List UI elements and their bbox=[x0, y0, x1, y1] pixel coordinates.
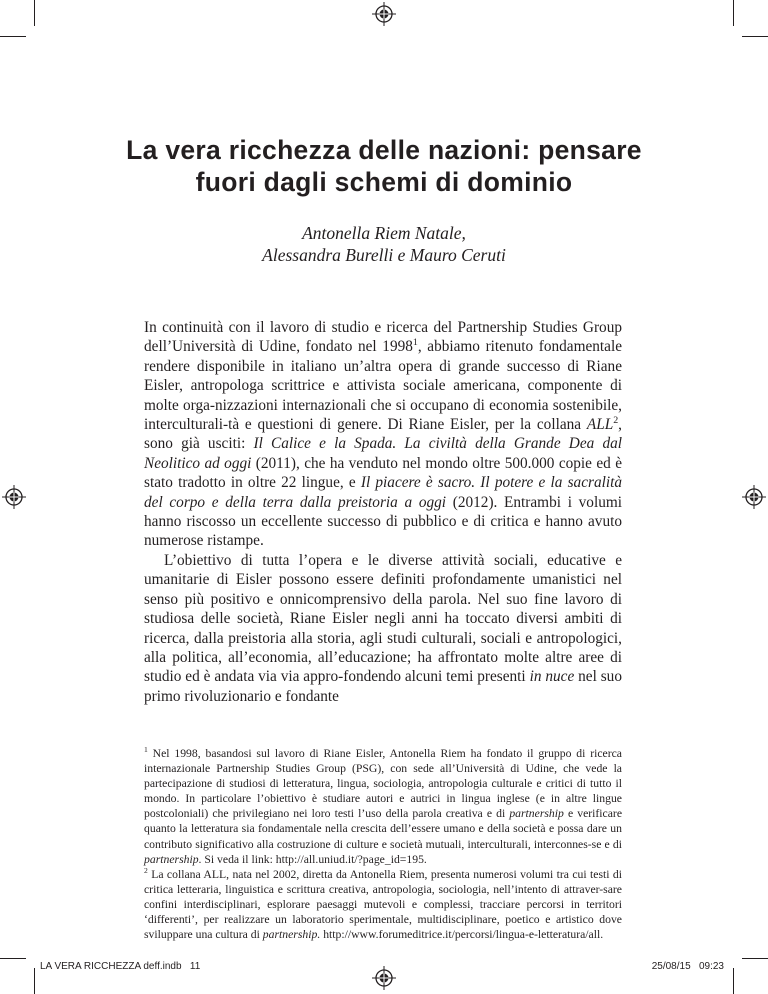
footnote-2 bbox=[144, 867, 622, 942]
text-run: http://www.forumeditrice.it/percorsi/lingua-e-letteratura/all. bbox=[320, 928, 604, 942]
text-run: Nel 1998, basandosi sul lavoro di Riane Eisler, Antonella Riem ha fondato il gruppo di ricerca internazionale Partnership Studies Group (PSG), con sede all’Università di Udine, che vede la partecipazione di studiosi di letteratura, lingua, sociologia, antropologia culturale e critici di tutto il mondo. In particolare l’obiettivo è studiare autori e autrici in lingua inglese (e in altre lingue postcoloniali) che privilegiano nei loro testi l’uso della parola creativa e di bbox=[144, 747, 622, 821]
slug-filename: LA VERA RICCHEZZA deff.indb 11 bbox=[40, 961, 201, 972]
emphasis: in nuce bbox=[529, 668, 575, 686]
book-title-2: Il piacere è sacro. Il potere e la sacralità del corpo e della terra dalla preistoria a oggi bbox=[144, 474, 622, 511]
book-title-1: Il Calice e la Spada. La civiltà della Grande Dea dal Neolitico ad oggi bbox=[144, 435, 622, 472]
text-run: e verificare quanto la letteratura sia fondamentale nella crescita dell’essere umano e della società e possa dare un contributo significativo alla costruzione di culture e società mutuali, interculturali, interconnes-se e di bbox=[144, 807, 623, 851]
text-run: L’obiettivo di tutta l’opera e le diverse attività sociali, educative e umanitarie di Eisler possono essere definiti profondamente umanistici nel senso più positivo e onnicomprensivo della parola. Nel suo fine lavoro di studiosa delle società, Riane Eisler negli anni ha toccato diversi ambiti di ricerca, dalla preistoria alla storia, agli studi culturali, sociali e antropologici, alla politica, all’economia, all’educazione; ha affrontato molte altre aree di studio ed è andata via via appro-fondendo alcuni temi presenti bbox=[144, 551, 622, 686]
text-run: , sono già usciti: bbox=[144, 416, 622, 453]
footnote-ref-1[interactable]: 1 bbox=[412, 337, 418, 349]
chapter-title bbox=[80, 134, 688, 198]
text-run: (2012). Entrambi i volumi hanno riscosso un eccellente successo di pubblico e di critica e hanno avuto numerose ristampe. bbox=[144, 493, 622, 550]
paragraph-1 bbox=[144, 318, 622, 551]
series-name: ALL bbox=[586, 416, 614, 434]
text-run: La collana ALL, nata nel 2002, diretta da Antonella Riem, presenta numerosi volumi tra cui testi di critica letteraria, linguistica e scrittura creativa, antropologia, sociologia, nell’intento di attraver-sare confini interdisciplinari, esplorare paesaggi mutevoli e complessi, tracciare percorsi in territori ‘differenti’, per realizzare un laboratorio sperimentale, multidisciplinare, poetico e artistico dove sviluppare una cultura di bbox=[144, 867, 622, 942]
slug-datetime: 25/08/15 09:23 bbox=[651, 961, 724, 972]
crop-mark-bottom-right-h bbox=[742, 958, 768, 959]
crop-mark-top-right-v bbox=[733, 0, 734, 26]
footnote-1 bbox=[144, 746, 622, 867]
registration-mark-icon bbox=[372, 2, 396, 26]
crop-mark-top-left-h bbox=[0, 36, 26, 37]
registration-mark-icon bbox=[742, 485, 766, 509]
crop-mark-top-left-v bbox=[34, 0, 35, 26]
text-run: (2011), che ha venduto nel mondo oltre 500.000 copie ed è stato tradotto in oltre 22 lingue, e bbox=[144, 454, 622, 492]
footnote-number: 1 bbox=[144, 745, 148, 755]
text-run: nel suo primo rivoluzionario e fondante bbox=[144, 668, 622, 705]
authors-line-2: Alessandra Burelli e Mauro Ceruti bbox=[262, 245, 506, 265]
chapter-authors bbox=[80, 222, 688, 266]
text-run: In continuità con il lavoro di studio e ricerca del Partnership Studies Group dell’Università di Udine, fondato nel 1998 bbox=[144, 319, 622, 356]
emphasis: partnership bbox=[509, 807, 564, 821]
text-run: . Si veda il link: http://all.uniud.it/?page_id=195. bbox=[198, 852, 427, 866]
emphasis: partnership. bbox=[262, 928, 321, 942]
emphasis: partnership bbox=[144, 852, 199, 866]
crop-mark-top-right-h bbox=[742, 36, 768, 37]
crop-mark-bottom-left-v bbox=[34, 968, 35, 994]
footnote-ref-2[interactable]: 2 bbox=[613, 414, 619, 426]
registration-mark-icon bbox=[2, 485, 26, 509]
chapter-title-line-2: fuori dagli schemi di dominio bbox=[195, 167, 573, 197]
footnote-number: 2 bbox=[144, 865, 148, 875]
authors-line-1: Antonella Riem Natale, bbox=[302, 223, 466, 243]
crop-mark-bottom-right-v bbox=[733, 968, 734, 994]
crop-mark-bottom-left-h bbox=[0, 958, 26, 959]
footnotes bbox=[144, 746, 622, 942]
text-run: , abbiamo ritenuto fondamentale rendere disponibile in italiano un’altra opera di grande successo di Riane Eisler, antropologa scrittrice e attivista sociale americana, componente di molte orga-nizzazioni internazionali che si occupano di economia sostenibile, interculturali-tà e questioni di genere. Di Riane Eisler, per la collana bbox=[144, 338, 622, 434]
paragraph-2 bbox=[144, 551, 622, 706]
registration-mark-icon bbox=[372, 966, 396, 990]
chapter-title-line-1: La vera ricchezza delle nazioni: pensare bbox=[126, 135, 642, 165]
body-text bbox=[144, 318, 622, 706]
